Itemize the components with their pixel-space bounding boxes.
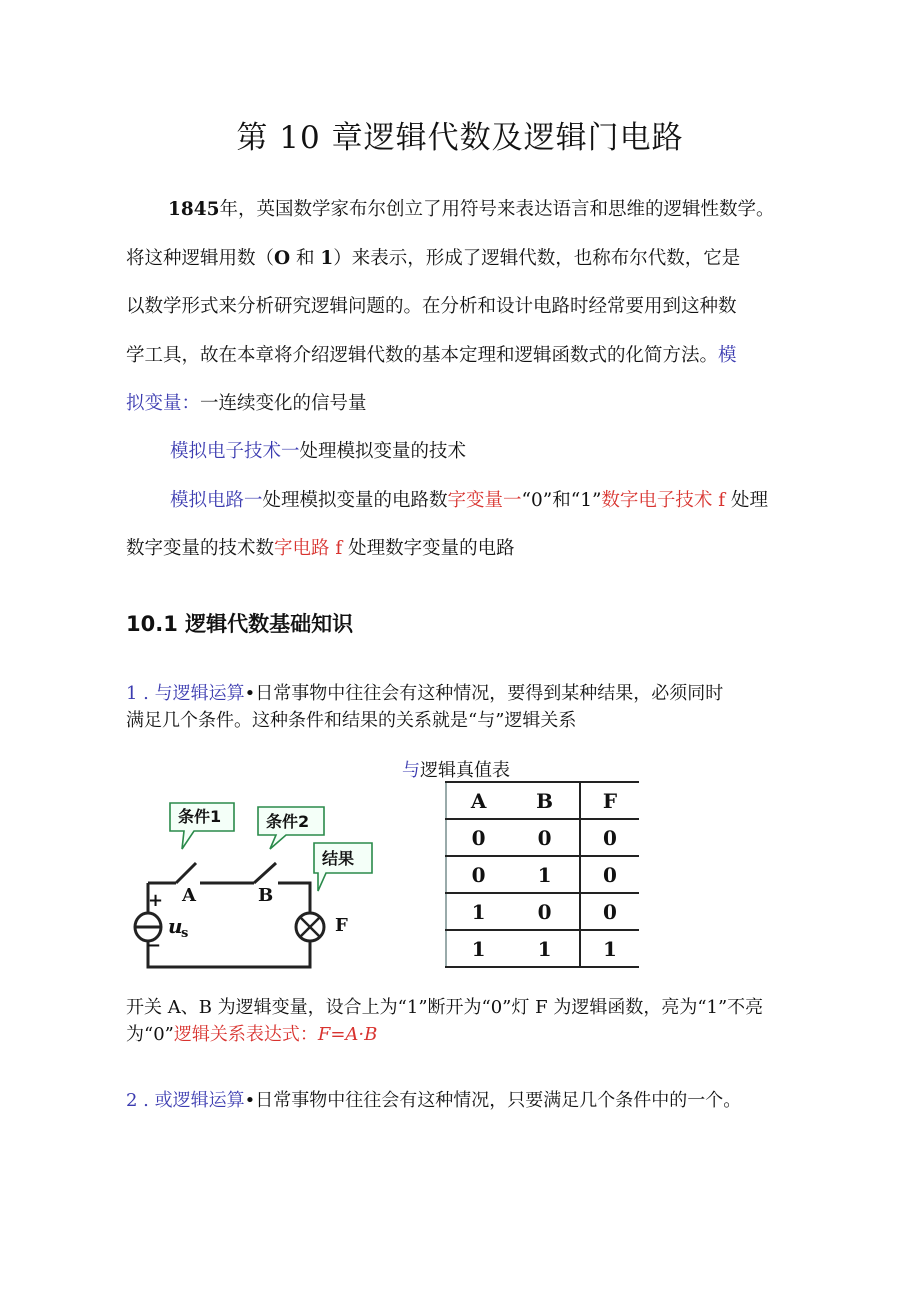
- intro-text: 拟变量：: [126, 393, 201, 414]
- intro-line-4: [126, 342, 806, 369]
- table-cell: 0: [510, 893, 580, 930]
- intro-text: 模: [718, 345, 737, 366]
- or-num: 2 .: [126, 1090, 155, 1111]
- table-cell: 0: [580, 819, 639, 856]
- table-cell: 1: [446, 930, 510, 967]
- table-cell: 1: [580, 930, 639, 967]
- condition-2-label: 条件2: [266, 812, 310, 831]
- intro-text: 将这种逻辑用数（: [126, 248, 275, 269]
- def-text: 处理模拟变量的电路数: [262, 490, 448, 511]
- or-name: 或逻辑运算: [154, 1090, 245, 1111]
- table-cell: 0: [580, 856, 639, 893]
- or-desc: 日常事物中往往会有这种情况，只要满足几个条件中的一个。: [255, 1090, 742, 1111]
- table-row: [446, 893, 639, 930]
- table-cell: 0: [446, 856, 510, 893]
- def-text: 数字变量的技术数: [126, 538, 275, 559]
- and-circuit-diagram: [118, 795, 388, 975]
- table-header: B: [510, 782, 580, 819]
- and-desc: 日常事物中往往会有这种情况，要得到某种结果，必须同时: [255, 683, 724, 704]
- switch-b: [254, 863, 276, 883]
- def-text: “0”和“1”: [521, 490, 602, 511]
- table-header: A: [446, 782, 510, 819]
- explain-text: 为“0”: [126, 1024, 174, 1045]
- lamp-label: F: [335, 915, 348, 936]
- result-label: 结果: [322, 849, 355, 868]
- table-row: [446, 819, 639, 856]
- table-header: F: [580, 782, 639, 819]
- table-cell: 1: [510, 930, 580, 967]
- table-cell: 1: [510, 856, 580, 893]
- switch-a-label: A: [182, 885, 196, 906]
- bullet: •: [244, 683, 256, 704]
- and-name: 与逻辑运算: [154, 683, 245, 704]
- table-cell: 1: [446, 893, 510, 930]
- intro-text: 一连续变化的信号量: [200, 393, 367, 414]
- def-text: 字电路 f: [274, 538, 349, 559]
- intro-text: 1: [320, 248, 334, 269]
- intro-text: 年，英国数学家布尔创立了用符号来表达语言和思维的逻辑性数学。: [219, 199, 775, 220]
- def-text: 处理: [731, 490, 769, 511]
- minus-sign: −: [146, 935, 162, 956]
- expression-label: 逻辑关系表达式：: [173, 1024, 318, 1045]
- source-label: u: [168, 914, 183, 938]
- table-header-row: [446, 782, 639, 819]
- intro-line-3: 以数学形式来分析研究逻辑问题的。在分析和设计电路时经常要用到这种数: [126, 296, 737, 317]
- truth-table-title-text: 逻辑真值表: [420, 760, 510, 781]
- truth-table-title: [402, 756, 510, 782]
- bullet: •: [244, 1090, 256, 1111]
- or-operation: [126, 1088, 806, 1114]
- intro-line-2: [126, 245, 806, 272]
- explain-line-2: [126, 1022, 806, 1048]
- intro-text: O: [274, 248, 291, 269]
- and-line-1: [126, 681, 806, 707]
- section-heading: 10.1 逻辑代数基础知识: [126, 612, 354, 636]
- explain-line-1: 开关 A、B 为逻辑变量，设合上为“1”断开为“0”灯 F 为逻辑函数，亮为“1”不亮: [126, 997, 764, 1018]
- condition-1-label: 条件1: [178, 807, 222, 826]
- table-cell: 0: [580, 893, 639, 930]
- year: 1845: [168, 199, 220, 220]
- and-num: 1 .: [126, 683, 155, 704]
- def-text: 处理数字变量的电路: [348, 538, 515, 559]
- def-line-2: [170, 487, 850, 514]
- table-cell: 0: [446, 819, 510, 856]
- page-title: 第 10 章逻辑代数及逻辑门电路: [236, 120, 684, 156]
- def-text: 模拟电路一: [170, 490, 263, 511]
- def-text: 模拟电子技术一: [170, 441, 300, 462]
- table-cell: 0: [510, 819, 580, 856]
- switch-a: [176, 863, 196, 883]
- def-text: 数字电子技术 f: [601, 490, 732, 511]
- table-row: [446, 856, 639, 893]
- table-row: [446, 930, 639, 967]
- truth-table: [445, 781, 639, 968]
- truth-table-title-prefix: 与: [402, 760, 420, 781]
- and-line-2: 满足几个条件。这种条件和结果的关系就是“与”逻辑关系: [126, 710, 577, 731]
- def-text: 字变量一: [447, 490, 522, 511]
- source-subscript: s: [181, 926, 189, 941]
- def-line-3: [126, 535, 806, 562]
- intro-text: 和: [290, 248, 321, 269]
- intro-text: ）来表示，形成了逻辑代数，也称布尔代数，它是: [333, 248, 741, 269]
- plus-sign: +: [148, 890, 164, 911]
- intro-text: 学工具，故在本章将介绍逻辑代数的基本定理和逻辑函数式的化简方法。: [126, 345, 719, 366]
- lamp-icon: [296, 913, 324, 941]
- def-text: 处理模拟变量的技术: [299, 441, 467, 462]
- intro-line-1: [168, 196, 848, 223]
- and-expression: F=A·B: [317, 1024, 378, 1045]
- def-line-1: [170, 438, 850, 465]
- intro-line-5: [126, 390, 806, 417]
- switch-b-label: B: [258, 885, 274, 906]
